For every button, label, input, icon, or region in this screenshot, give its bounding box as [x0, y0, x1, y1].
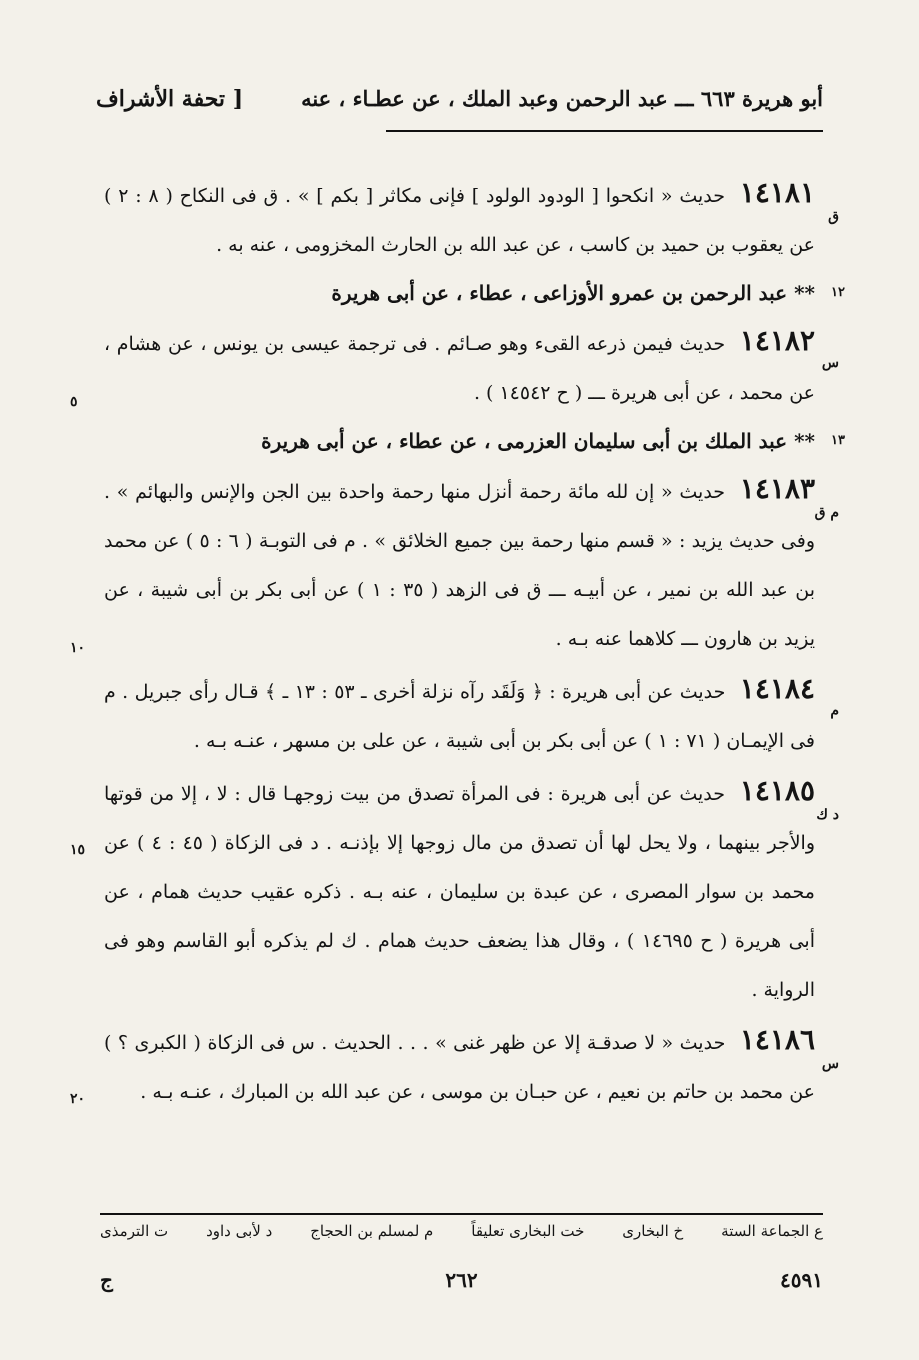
abbreviation-item: م لمسلم بن الحجاج [310, 1222, 434, 1240]
abbreviation-item: خ البخارى [622, 1222, 684, 1240]
source-sigla: س [821, 1056, 839, 1072]
abbreviation-legend [100, 1222, 823, 1240]
line-number: ١٠ [70, 640, 86, 656]
hadith-text: حديث « لا صدقـة إلا عن ظهر غنى » . . . الحديث . س فى الزكاة ( الكبرى ؟ ) عن محمد بن حاتم بن نعيم ، عن حبـان بن موسى ، عن عبد الله بن المبارك ، عنـه بـه . [104, 1032, 815, 1103]
page-body [70, 168, 845, 1117]
hadith-text: حديث فيمن ذرعه القىء وهو صـائم . فى ترجمة عيسى بن يونس ، عن هشام ، عن محمد ، عن أبى هريرة ـــ ( ح ١٤٥٤٢ ) . [104, 333, 815, 404]
section-number: ١٢ [831, 285, 845, 300]
source-sigla: د ك [816, 807, 839, 823]
line-number: ٢٠ [70, 1091, 86, 1107]
hadith-number: ١٤١٨٥ [739, 774, 815, 807]
hadith-number: ١٤١٨١ [739, 176, 815, 209]
signature-mark: ج [100, 1268, 113, 1292]
abbreviation-item: ت الترمذى [100, 1222, 169, 1240]
page-footer [100, 1268, 823, 1298]
running-header [96, 86, 823, 124]
hadith-entry [70, 1015, 839, 1117]
source-sigla: م [830, 703, 839, 719]
header-title: أبو هريرة ٦٦٣ ـــ عبد الرحمن وعبد الملك ، عن عطـاء ، عنه [301, 86, 823, 111]
line-number: ١٥ [70, 842, 86, 858]
section-title: ** عبد الملك بن أبى سليمان العزرمى ، عن عطاء ، عن أبى هريرة [261, 429, 815, 453]
header-book-title: [ تحفة الأشراف [96, 86, 244, 112]
header-rule [386, 130, 823, 132]
hadith-number: ١٤١٨٤ [739, 672, 815, 705]
source-sigla: م ق [814, 505, 839, 521]
footer-rule [100, 1213, 823, 1215]
hadith-text: حديث « إن لله مائة رحمة أنزل منها رحمة واحدة بين الجن والإنس والبهائم » . وفى حديث يزيد : « قسم منها رحمة بين جميع الخلائق » . م فى التوبـة ( ٦ : ٥ ) عن محمد بن عبد الله بن نمير ، عن أبيـه ـــ ق فى الزهد ( ٣٥ : ١ ) عن أبى بكر بن أبى شيبة ، عن يزيد بن هارون ـــ كلاهما عنه بـه . [104, 481, 815, 650]
hadith-number: ١٤١٨٦ [739, 1023, 816, 1056]
source-sigla: ق [828, 209, 839, 225]
section-title: ** عبد الرحمن بن عمرو الأوزاعى ، عطاء ، عن أبى هريرة [331, 281, 815, 305]
hadith-entry [104, 168, 839, 270]
section-heading [104, 418, 845, 464]
hadith-number: ١٤١٨٣ [739, 472, 815, 505]
hadith-entry [70, 766, 839, 1015]
hadith-entry [70, 464, 839, 664]
abbreviation-item: خت البخارى تعليقاً [471, 1222, 585, 1240]
section-heading [104, 270, 845, 316]
hadith-text: حديث عن أبى هريرة : فى المرأة تصدق من بيت زوجهـا قال : لا ، إلا من قوتها والأجر بينهما ، ولا يحل لها أن تصدق من مال زوجها إلا بإذنـه . د فى الزكاة ( ٤٥ : ٤ ) عن محمد بن سوار المصرى ، عن عبدة بن سليمان ، عنه بـه . ذكره عقيب حديث همام ، عن أبى هريرة ( ح ١٤٦٩٥ ) ، وقال هذا يضعف حديث همام . ك لم يذكره أبو القاسم وهو فى الرواية . [104, 783, 816, 1001]
volume-number: ٤٥٩١ [780, 1268, 823, 1292]
hadith-number: ١٤١٨٢ [739, 324, 815, 357]
hadith-entry [104, 664, 839, 766]
page-number: ٢٦٢ [445, 1268, 478, 1292]
hadith-text: حديث « انكحوا [ الودود الولود ] فإنى مكاثر [ بكم ] » . ق فى النكاح ( ٨ : ٢ ) عن يعقوب بن حميد بن كاسب ، عن عبد الله بن الحارث المخزومى ، عنه به . [104, 185, 815, 256]
hadith-text: حديث عن أبى هريرة : ﴿ وَلَقَد رآه نزلة أخرى ـ ٥٣ : ١٣ ـ ﴾ قـال رأى جبريل . م فى الإيمـان ( ٧١ : ١ ) عن أبى بكر بن أبى شيبة ، عن على بن مسهر ، عنـه بـه . [104, 681, 815, 752]
line-number: ٥ [70, 394, 78, 410]
section-number: ١٣ [831, 433, 845, 448]
hadith-entry [70, 316, 839, 418]
abbreviation-item: د لأبى داود [206, 1222, 273, 1240]
source-sigla: س [821, 355, 839, 371]
abbreviation-item: ع الجماعة الستة [721, 1222, 823, 1240]
